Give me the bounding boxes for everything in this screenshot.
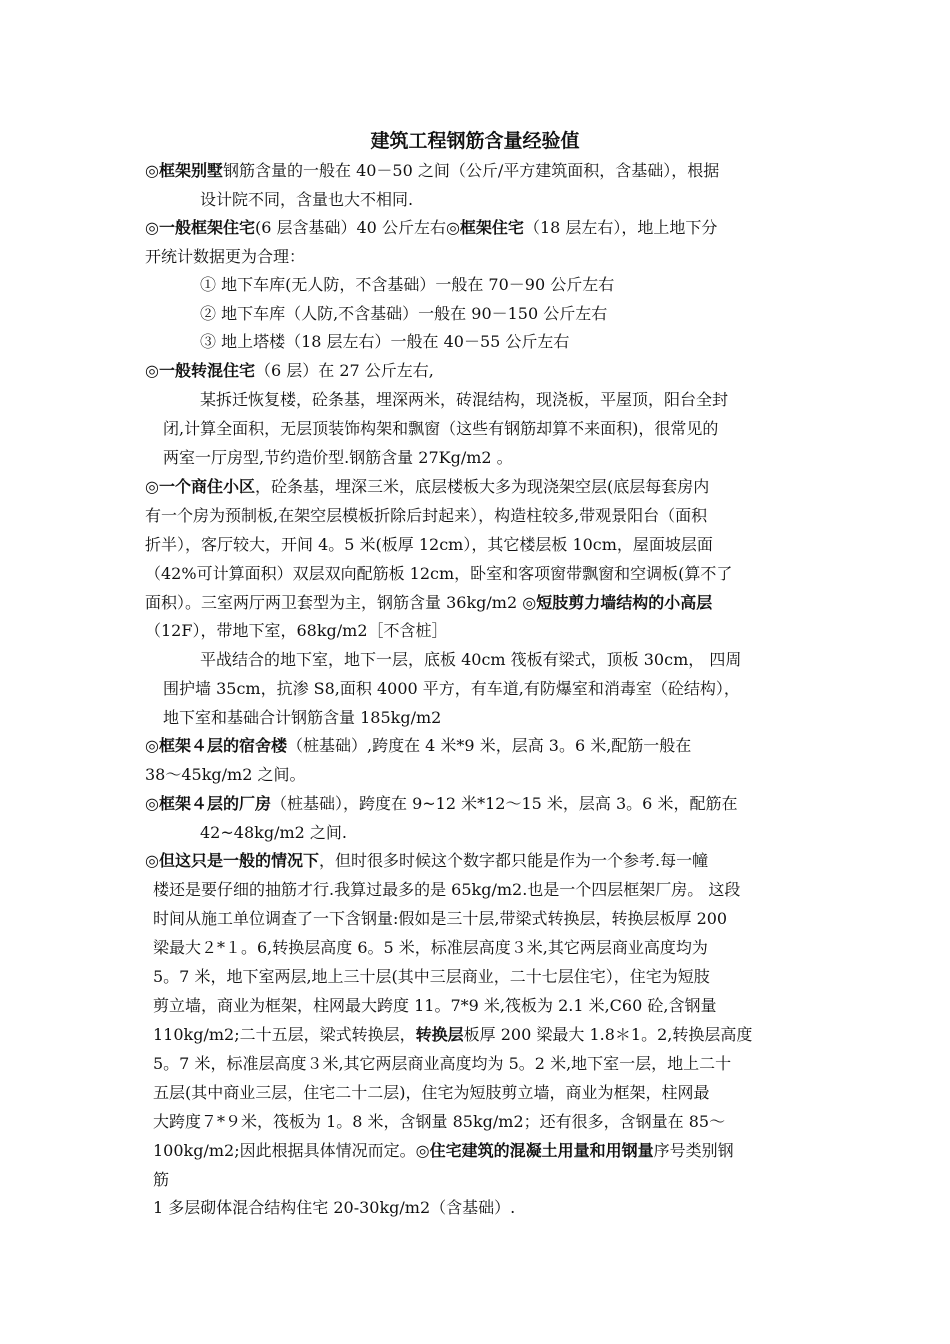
text-line <box>145 793 737 815</box>
bold-text-segment: ◎ <box>145 794 159 813</box>
text-line <box>145 160 719 182</box>
text-line <box>200 274 614 296</box>
text-line <box>153 1111 725 1133</box>
text-line <box>145 620 448 642</box>
bold-text-segment: ◎ <box>145 851 159 870</box>
text-line <box>153 1024 752 1046</box>
text-line <box>153 1140 734 1162</box>
text-line <box>145 850 708 872</box>
text-line <box>163 418 718 440</box>
text-segment: 开统计数据更为合理： <box>145 247 306 266</box>
text-segment: （6 层）在 27 公斤左右, <box>254 361 434 380</box>
text-segment: 100kg/m2;因此根据具体情况而定。 <box>153 1141 416 1160</box>
text-segment: 时间从施工单位调查了一下含钢量:假如是三十层,带梁式转换层，转换层板厚 200 <box>153 909 728 928</box>
text-line <box>200 189 413 211</box>
text-line <box>163 678 740 700</box>
bold-text-segment: 框架４层的厂房 <box>158 794 271 813</box>
document-title: 建筑工程钢筋含量经验值 <box>370 130 580 152</box>
text-line <box>200 649 741 671</box>
bold-text-segment: 转换层 <box>415 1025 464 1044</box>
text-segment: ③ 地上塔楼（18 层左右）一般在 40－55 公斤左右 <box>200 332 570 351</box>
text-segment: 有一个房为预制板,在架空层模板折除后封起来），构造柱较多,带观景阳台（面积 <box>145 506 708 525</box>
text-segment: 地下室和基础合计钢筋含量 185kg/m2 <box>163 708 442 727</box>
text-segment: 剪立墙，商业为框架，柱网最大跨度 11。7*9 米,筏板为 2.1 米,C60 砼,含钢量 <box>153 996 717 1015</box>
text-line <box>163 447 513 469</box>
text-segment: 五层(其中商业三层，住宅二十二层)，住宅为短肢剪立墙，商业为框架，柱网最 <box>153 1083 710 1102</box>
text-line <box>200 303 607 325</box>
bold-text-segment: ◎ <box>415 1141 430 1160</box>
bold-text-segment: 框架别墅 <box>158 161 223 180</box>
text-line <box>153 879 740 901</box>
text-line <box>153 995 716 1017</box>
text-segment: 序号类别钢 <box>653 1141 734 1160</box>
bold-text-segment: ◎ <box>522 593 537 612</box>
bold-text-segment: ◎ <box>145 218 159 237</box>
text-line <box>145 360 434 382</box>
text-line <box>145 563 732 585</box>
text-segment: 钢筋含量的一般在 40－50 之间（公斤/平方建筑面积，含基础），根据 <box>222 161 720 180</box>
bold-text-segment: 住宅建筑的混凝土用量和用钢量 <box>429 1141 654 1160</box>
bold-text-segment: 框架４层的宿舍楼 <box>158 736 287 755</box>
text-segment: （桩基础），跨度在 9~12 米*12～15 米，层高 3。6 米，配筋在 <box>270 794 738 813</box>
text-segment: （18 层左右），地上地下分 <box>523 218 718 237</box>
text-segment: 筋 <box>153 1170 170 1189</box>
text-line <box>153 908 727 930</box>
bold-text-segment: 一个商住小区 <box>158 477 255 496</box>
text-segment: （桩基础）,跨度在 4 米*9 米，层高 3。6 米,配筋一般在 <box>286 736 692 755</box>
text-segment: 板厚 200 梁最大 1.8＊1。2,转换层高度 <box>463 1025 753 1044</box>
text-line <box>200 389 728 411</box>
text-segment: 5。7 米，标准层高度３米,其它两层商业高度均为 5。2 米,地下室一层，地上二十 <box>153 1054 732 1073</box>
text-segment: 42~48kg/m2 之间. <box>200 823 347 842</box>
bold-text-segment: 框架住宅 <box>459 218 524 237</box>
text-segment: ，砼条基，埋深三米，底层楼板大多为现浇架空层(底层每套房内 <box>254 477 710 496</box>
bold-text-segment: ◎ <box>145 161 159 180</box>
text-line <box>200 331 569 353</box>
text-segment: （12F），带地下室，68kg/m2［不含桩］ <box>145 621 448 640</box>
bold-text-segment: 一般框架住宅 <box>158 218 255 237</box>
text-line <box>153 1082 710 1104</box>
text-segment: 大跨度７*９米，筏板为 1。8 米，含钢量 85kg/m2；还有很多，含钢量在 85～ <box>153 1112 726 1131</box>
text-line <box>145 217 717 239</box>
text-line <box>153 966 710 988</box>
text-segment: 折半），客厅较大，开间 4。5 米(板厚 12cm），其它楼层板 10cm，屋面坡层面 <box>145 535 713 554</box>
text-line <box>145 476 709 498</box>
bold-text-segment: ◎ <box>445 218 460 237</box>
text-segment: (6 层含基础）40 公斤左右 <box>254 218 446 237</box>
text-line <box>200 822 347 844</box>
text-segment: 设计院不同，含量也大不相同. <box>200 190 414 209</box>
bold-text-segment: ◎ <box>145 736 159 755</box>
bold-text-segment: ◎ <box>145 361 159 380</box>
text-segment: 110kg/m2;二十五层，梁式转换层， <box>153 1025 416 1044</box>
text-segment: 梁最大２*１。6,转换层高度 6。5 米，标准层高度３米,其它两层商业高度均为 <box>153 938 708 957</box>
text-segment: ，但时很多时候这个数字都只能是作为一个参考.每一幢 <box>318 851 709 870</box>
text-line <box>145 246 305 268</box>
text-segment: ② 地下车库（人防,不含基础）一般在 90－150 公斤左右 <box>200 304 608 323</box>
bold-text-segment: 短肢剪力墙结构的小高层 <box>536 593 713 612</box>
text-segment: 闭,计算全面积，无层顶装饰构架和飘窗（这些有钢筋却算不来面积)，很常见的 <box>163 419 719 438</box>
bold-text-segment: 但这只是一般的情况下 <box>158 851 319 870</box>
text-line <box>153 1169 169 1191</box>
text-segment: 平战结合的地下室，地下一层，底板 40cm 筏板有梁式，顶板 30cm， 四周 <box>200 650 742 669</box>
text-line <box>145 592 712 614</box>
text-line <box>153 937 708 959</box>
text-line <box>153 1053 731 1075</box>
text-segment: 38～45kg/m2 之间。 <box>145 765 306 784</box>
text-segment: （42%可计算面积）双层双向配筋板 12cm，卧室和客项窗带飘窗和空调板(算不了 <box>145 564 733 583</box>
text-segment: 两室一厅房型,节约造价型.钢筋含量 27Kg/m2 。 <box>163 448 513 467</box>
text-segment: 5。7 米，地下室两层,地上三十层(其中三层商业，二十七层住宅），住宅为短肢 <box>153 967 710 986</box>
bold-text-segment: ◎ <box>145 477 159 496</box>
bold-text-segment: 一般转混住宅 <box>158 361 255 380</box>
text-segment: 楼还是要仔细的抽筋才行.我算过最多的是 65kg/m2.也是一个四层框架厂房。 这段 <box>153 880 741 899</box>
text-segment: ① 地下车库(无人防，不含基础）一般在 70－90 公斤左右 <box>200 275 615 294</box>
text-segment: 围护墙 35cm，抗渗 S8,面积 4000 平方，有车道,有防爆室和消毒室（砼结构）， <box>163 679 740 698</box>
text-line <box>145 735 691 757</box>
text-line <box>145 505 707 527</box>
text-line <box>153 1197 515 1219</box>
text-line <box>145 764 306 786</box>
text-segment: 1 多层砌体混合结构住宅 20-30kg/m2（含基础）. <box>153 1198 516 1217</box>
text-line <box>145 534 713 556</box>
text-segment: 面积）。三室两厅两卫套型为主，钢筋含量 36kg/m2 <box>145 593 523 612</box>
text-segment: 某拆迁恢复楼，砼条基，埋深两米，砖混结构，现浇板，平屋顶，阳台全封 <box>200 390 729 409</box>
text-line <box>163 707 441 729</box>
